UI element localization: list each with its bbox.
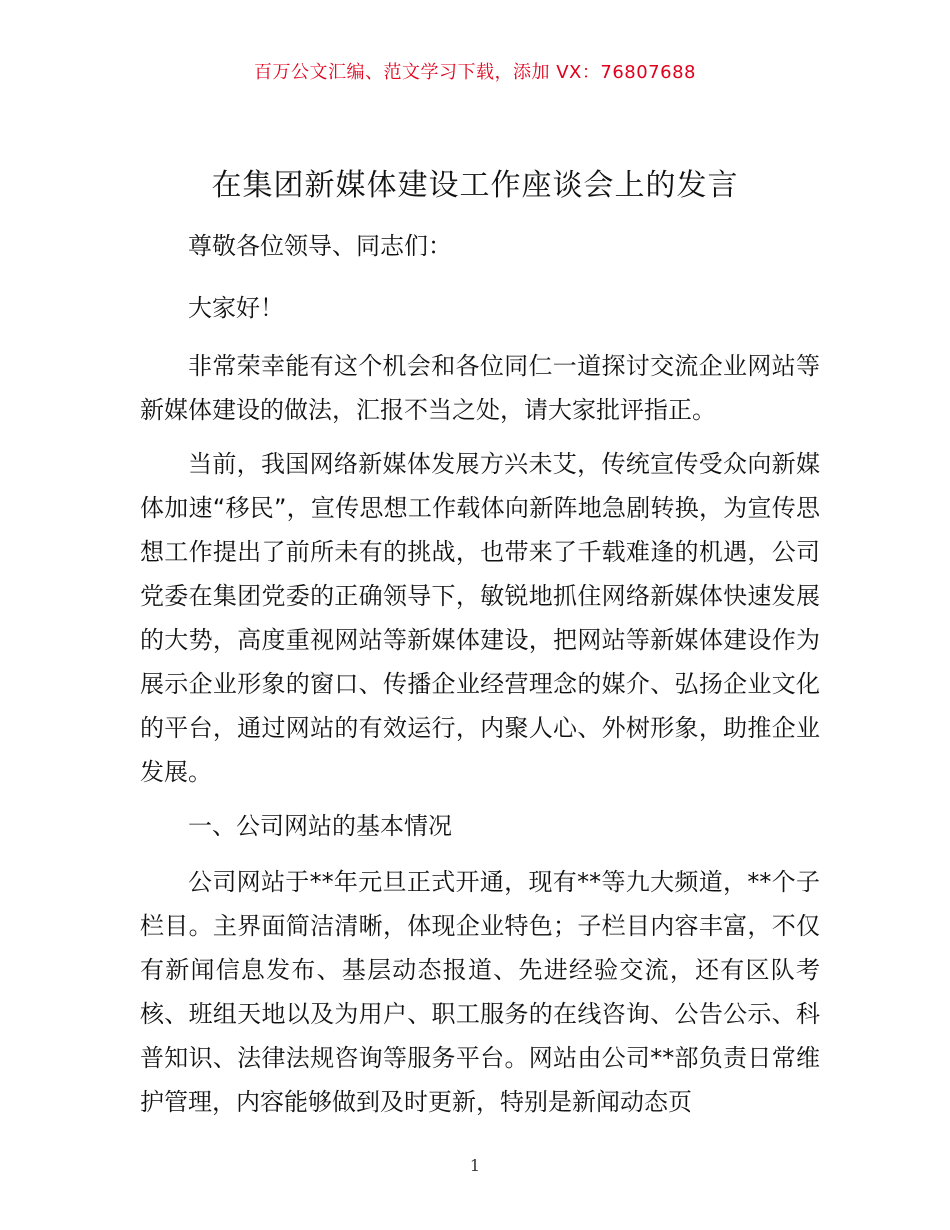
greeting: 大家好！	[188, 294, 284, 322]
salutation: 尊敬各位领导、同志们：	[188, 232, 452, 260]
section-heading: 一、公司网站的基本情况	[188, 812, 452, 840]
header-banner: 百万公文汇编、范文学习下载，添加 VX：76807688	[254, 62, 696, 83]
document-title: 在集团新媒体建设工作座谈会上的发言	[211, 168, 739, 203]
paragraph-section-one: 公司网站于**年元旦正式开通，现有**等九大频道，**个子栏目。主界面简洁清晰，体现企业特色；子栏目内容丰富，不仅有新闻信息发布、基层动态报道、先进经验交流，还有区队考核、班组天地以及为用户、职工服务的在线咨询、公告公示、科普知识、法律法规咨询等服务平台。网站由公司**部负责日常维护管理，内容能够做到及时更新，特别是新闻动态页	[140, 868, 820, 1116]
paragraph-background: 当前，我国网络新媒体发展方兴未艾，传统宣传受众向新媒体加速“移民”，宣传思想工作载体向新阵地急剧转换，为宣传思想工作提出了前所未有的挑战，也带来了千载难逢的机遇，公司党委在集团党委的正确领导下，敏锐地抓住网络新媒体快速发展的大势，高度重视网站等新媒体建设，把网站等新媒体建设作为展示企业形象的窗口、传播企业经营理念的媒介、弘扬企业文化的平台，通过网站的有效运行，内聚人心、外树形象，助推企业发展。	[140, 450, 820, 786]
page-number: 1	[469, 1156, 481, 1175]
paragraph-intro: 非常荣幸能有这个机会和各位同仁一道探讨交流企业网站等新媒体建设的做法，汇报不当之处，请大家批评指正。	[140, 352, 820, 424]
document-body	[140, 224, 820, 1134]
